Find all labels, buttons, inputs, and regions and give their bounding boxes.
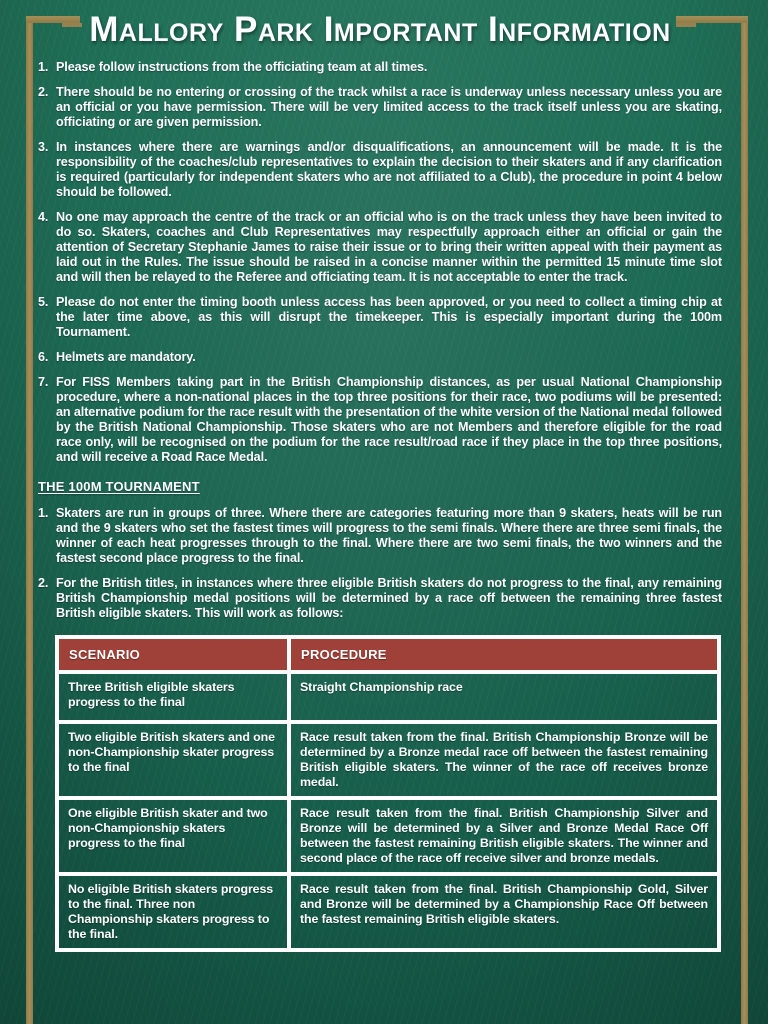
scenario-cell: Two eligible British skaters and one non-Championship skater progress to the final <box>57 722 289 798</box>
rule-item-4 <box>38 210 722 285</box>
rule-text: For FISS Members taking part in the British Championship distances, as per usual National Championship procedure, where a non-national places in the top three positions for their race, two podiums will be presented: an alternative podium for the race result with the presentation of the white version of the National medal followed by the British National Championship. Those skaters who are not Members and therefore eligible for the road race only, will be recognised on the podium for the race result/road race if they place in the top three positions, and will receive a Road Race Medal. <box>56 375 722 465</box>
table-row <box>57 722 719 798</box>
rule-text: Skaters are run in groups of three. Where there are categories featuring more than 9 skaters, heats will be run and the 9 skaters who set the fastest times will progress to the semi finals. Where there are three semi finals, the winner of each heat progresses through to the final. Where there are two semi finals, the two winners and the fastest second place progress to the final. <box>56 506 722 566</box>
table-row <box>57 798 719 874</box>
rule-number: 7. <box>38 375 49 390</box>
rule-text: In instances where there are warnings and/or disqualifications, an announcement will be made. It is the responsibility of the coaches/club representatives to explain the decision to their skaters and if any clarification is required (particularly for independent skaters who are not affiliated to a Club), the procedure in point 4 below should be followed. <box>56 140 722 200</box>
rule-number: 3. <box>38 140 49 155</box>
rule-text: No one may approach the centre of the track or an official who is on the track unless they have been invited to do so. Skaters, coaches and Club Representatives may respectfully approach either an official or gain the attention of Secretary Stephanie James to raise their issue or to bring their written appeal with their payment as laid out in the Rules. The issue should be raised in a concise manner within the permitted 15 minute time slot and will then be relayed to the Referee and officiating team. It is not acceptable to enter the track. <box>56 210 722 285</box>
procedure-cell: Race result taken from the final. British Championship Silver and Bronze will be determined by a Silver and Bronze Medal Race Off between the fastest remaining British eligible skaters. The winner and second place of the race off receive silver and bronze medals. <box>289 798 719 874</box>
scenario-cell: Three British eligible skaters progress to the final <box>57 672 289 722</box>
rule-number: 2. <box>38 85 49 100</box>
rule-number: 4. <box>38 210 49 225</box>
rule-number: 1. <box>38 60 49 75</box>
procedure-cell: Race result taken from the final. British Championship Bronze will be determined by a Bronze medal race off between the fastest remaining British eligible skaters. The winner of the race off receives bronze medal. <box>289 722 719 798</box>
rule-text: Please follow instructions from the officiating team at all times. <box>56 60 428 75</box>
rule-item-3 <box>38 140 722 200</box>
content-area <box>38 8 722 952</box>
frame-left-bar <box>26 16 33 1024</box>
rule-item-7 <box>38 375 722 465</box>
scenario-cell: No eligible British skaters progress to the final. Three non Championship skaters progress to the final. <box>57 874 289 950</box>
rule-number: 5. <box>38 295 49 310</box>
scenario-cell: One eligible British skater and two non-Championship skaters progress to the final <box>57 798 289 874</box>
tournament-item-2 <box>38 576 722 621</box>
procedure-cell: Straight Championship race <box>289 672 719 722</box>
scenario-procedure-table <box>55 635 721 952</box>
tournament-heading: THE 100M TOURNAMENT <box>38 479 200 495</box>
page-title: Mallory Park Important Information <box>89 10 671 49</box>
table-header-scenario: SCENARIO <box>57 637 289 672</box>
rule-text: Helmets are mandatory. <box>56 350 196 365</box>
tournament-item-1 <box>38 506 722 566</box>
frame-right-bar <box>741 16 748 1024</box>
rule-number: 6. <box>38 350 49 365</box>
rule-number: 2. <box>38 576 49 591</box>
rule-item-5 <box>38 295 722 340</box>
table-row <box>57 874 719 950</box>
rule-text: Please do not enter the timing booth unless access has been approved, or you need to collect a timing chip at the later time above, as this will disrupt the timekeeper. This is especially important during the 100m Tournament. <box>56 295 722 340</box>
table-row <box>57 672 719 722</box>
table-header-row <box>57 637 719 672</box>
table-header-procedure: PROCEDURE <box>289 637 719 672</box>
rule-text: There should be no entering or crossing of the track whilst a race is underway unless necessary unless you are an official or you have permission. There will be very limited access to the track itself unless you are skating, officiating or are given permission. <box>56 85 722 130</box>
rule-number: 1. <box>38 506 49 521</box>
rule-item-6 <box>38 350 722 365</box>
procedure-cell: Race result taken from the final. British Championship Gold, Silver and Bronze will be determined by a Championship Race Off between the fastest remaining British eligible skaters. <box>289 874 719 950</box>
rule-text: For the British titles, in instances where three eligible British skaters do not progress to the final, any remaining British Championship medal positions will be determined by a race off between the remaining three fastest British eligible skaters. This will work as follows: <box>56 576 722 621</box>
rule-item-2 <box>38 85 722 130</box>
rule-item-1 <box>38 60 722 75</box>
